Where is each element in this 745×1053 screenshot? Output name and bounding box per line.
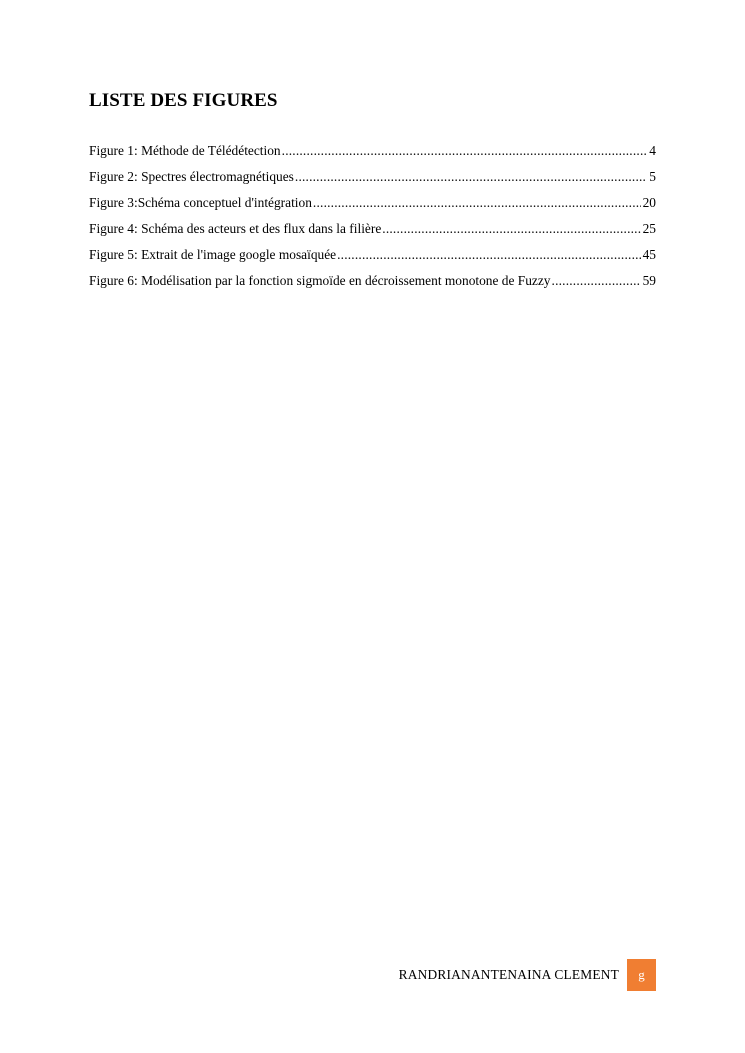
- toc-dot-leader: [382, 220, 640, 238]
- toc-entry-label[interactable]: Figure 4: Schéma des acteurs et des flux dans la filière: [89, 221, 382, 236]
- toc-dot-leader: [337, 246, 641, 264]
- toc-entry-figure-5[interactable]: [89, 246, 656, 272]
- toc-entry-figure-3[interactable]: [89, 194, 656, 220]
- toc-dot-leader: [282, 142, 648, 160]
- page-title: LISTE DES FIGURES: [89, 90, 278, 111]
- footer-author-name: RANDRIANANTENAINA CLEMENT: [398, 967, 619, 982]
- toc-entry-page[interactable]: 20: [642, 195, 656, 210]
- list-of-figures: [89, 142, 656, 298]
- toc-entry-label[interactable]: Figure 6: Modélisation par la fonction sigmoïde en décroissement monotone de Fuzzy: [89, 273, 551, 288]
- toc-entry-label[interactable]: Figure 1: Méthode de Télédétection: [89, 143, 281, 158]
- toc-entry-label[interactable]: Figure 5: Extrait de l'image google mosaïquée: [89, 247, 337, 262]
- toc-dot-leader: [295, 168, 647, 186]
- toc-entry-page[interactable]: 5: [649, 169, 656, 184]
- toc-entry-figure-4[interactable]: [89, 220, 656, 246]
- toc-entry-figure-2[interactable]: [89, 168, 656, 194]
- toc-entry-figure-1[interactable]: [89, 142, 656, 168]
- toc-entry-page[interactable]: 59: [642, 273, 656, 288]
- toc-entry-label[interactable]: Figure 2: Spectres électromagnétiques: [89, 169, 294, 184]
- toc-dot-leader: [313, 194, 641, 212]
- footer-page-number-badge: g: [627, 959, 656, 991]
- toc-entry-page[interactable]: 4: [649, 143, 656, 158]
- toc-entry-figure-6[interactable]: [89, 272, 656, 298]
- toc-dot-leader: [552, 272, 641, 290]
- toc-entry-page[interactable]: 25: [642, 221, 656, 236]
- toc-entry-page[interactable]: 45: [642, 247, 656, 262]
- toc-entry-label[interactable]: Figure 3:Schéma conceptuel d'intégration: [89, 195, 312, 210]
